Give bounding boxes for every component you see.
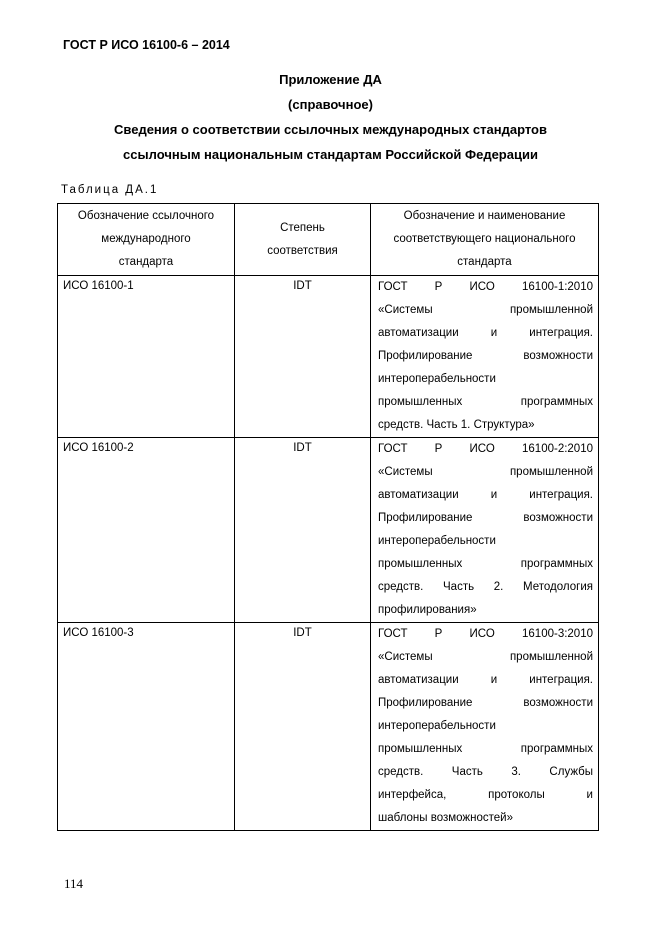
national-standard-line: средств. Часть 2. Методология: [378, 581, 593, 593]
national-standard-line: ГОСТ Р ИСО 16100-3:2010: [378, 628, 593, 640]
national-standard-cell: [371, 276, 599, 438]
reference-standard-cell: ИСО 16100-2: [58, 438, 235, 623]
degree-cell: IDT: [235, 623, 371, 831]
national-standard-line: Профилирование возможности: [378, 350, 593, 362]
national-standard-line: автоматизации и интеграция.: [378, 327, 593, 339]
national-standard-line: интероперабельности: [378, 373, 496, 385]
national-standard-line: промышленных программных: [378, 396, 593, 408]
table-label: Таблица ДА.1: [61, 184, 159, 196]
national-standard-line: Профилирование возможности: [378, 697, 593, 709]
degree-cell: IDT: [235, 438, 371, 623]
appendix-heading-line-1: Сведения о соответствии ссылочных международных стандартов: [114, 122, 547, 137]
table-row: [58, 276, 599, 438]
header-text: соответствующего национального: [393, 233, 576, 245]
header-text: Обозначение ссылочного: [77, 210, 215, 222]
national-standard-line: «Системы промышленной: [378, 304, 593, 316]
table-header-row: [58, 204, 599, 276]
national-standard-line: Профилирование возможности: [378, 512, 593, 524]
national-standard-line: ГОСТ Р ИСО 16100-2:2010: [378, 443, 593, 455]
national-standard-line: автоматизации и интеграция.: [378, 489, 593, 501]
header-cell-national: [371, 204, 599, 276]
header-text: соответствия: [267, 244, 338, 257]
national-standard-line: «Системы промышленной: [378, 651, 593, 663]
header-text: международного: [101, 233, 191, 245]
national-standard-line: интерфейса, протоколы и: [378, 789, 593, 801]
header-text: Обозначение и наименование: [403, 210, 566, 222]
header-cell-degree: [235, 204, 371, 276]
reference-standard-cell: ИСО 16100-1: [58, 276, 235, 438]
national-standard-line: средств. Часть 3. Службы: [378, 766, 593, 778]
national-standard-line: ГОСТ Р ИСО 16100-1:2010: [378, 281, 593, 293]
degree-cell: IDT: [235, 276, 371, 438]
national-standard-line: интероперабельности: [378, 535, 496, 547]
appendix-heading-line-2: ссылочным национальным стандартам Российской Федерации: [123, 147, 538, 162]
national-standard-cell: [371, 438, 599, 623]
national-standard-line: интероперабельности: [378, 720, 496, 732]
national-standard-line: профилирования»: [378, 604, 477, 616]
national-standard-line: промышленных программных: [378, 743, 593, 755]
correspondence-table: [57, 203, 599, 831]
document-header: ГОСТ Р ИСО 16100-6 – 2014: [63, 38, 230, 52]
header-text: стандарта: [118, 256, 174, 268]
reference-standard-cell: ИСО 16100-3: [58, 623, 235, 831]
appendix-title: Приложение ДА: [279, 72, 382, 87]
national-standard-line: шаблоны возможностей»: [378, 812, 513, 824]
table-row: [58, 438, 599, 623]
header-cell-reference: [58, 204, 235, 276]
national-standard-cell: [371, 623, 599, 831]
national-standard-line: промышленных программных: [378, 558, 593, 570]
header-text: стандарта: [457, 256, 512, 268]
table-row: [58, 623, 599, 831]
page-number: 114: [64, 876, 84, 891]
national-standard-line: автоматизации и интеграция.: [378, 674, 593, 686]
appendix-subtitle: (справочное): [288, 97, 373, 112]
header-text: Степень: [280, 221, 325, 234]
national-standard-line: «Системы промышленной: [378, 466, 593, 478]
national-standard-line: средств. Часть 1. Структура»: [378, 419, 535, 431]
